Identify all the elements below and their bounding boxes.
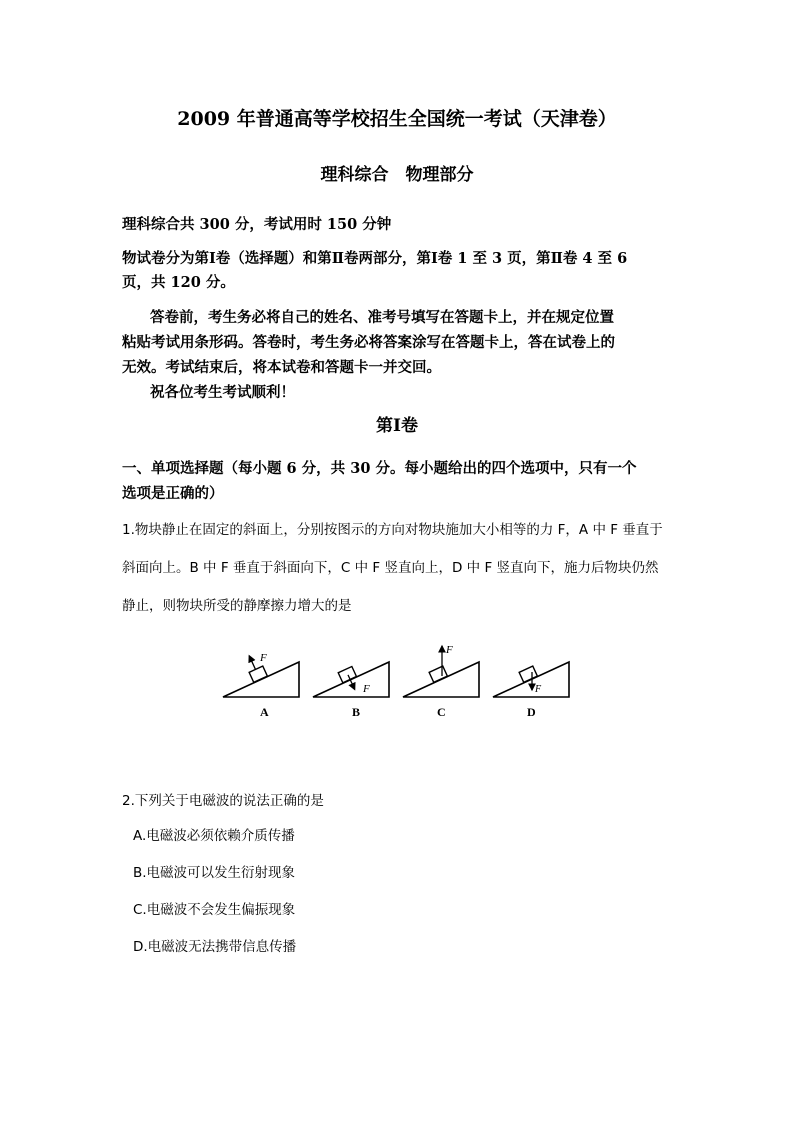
q1-figure bbox=[215, 640, 595, 729]
force-label-c: F bbox=[446, 644, 453, 656]
section-heading: 第Ⅰ卷 bbox=[376, 416, 418, 436]
diagram-label-c: C bbox=[437, 705, 446, 719]
incline-diagram-b bbox=[313, 662, 389, 719]
intro-line-2b: 页，共 120 分。 bbox=[122, 274, 235, 291]
notice-line-c: 无效。考试结束后，将本试卷和答题卡一并交回。 bbox=[122, 359, 441, 376]
wish-line: 祝各位考生考试顺利！ bbox=[150, 384, 295, 401]
incline-diagram-a bbox=[223, 652, 299, 719]
section-instruction-a: 一、单项选择题（每小题 6 分，共 30 分。每小题给出的四个选项中，只有一个 bbox=[122, 460, 637, 477]
diagram-label-d: D bbox=[527, 705, 536, 719]
exam-subtitle: 理科综合 物理部分 bbox=[320, 165, 474, 185]
notice-line-a: 答卷前，考生务必将自己的姓名、准考号填写在答题卡上，并在规定位置 bbox=[150, 309, 614, 326]
q2-stem: 2.下列关于电磁波的说法正确的是 bbox=[122, 793, 324, 809]
force-label-d: F bbox=[535, 684, 542, 695]
exam-title: 2009 年普通高等学校招生全国统一考试（天津卷） bbox=[177, 108, 617, 130]
force-label-a: F bbox=[260, 652, 267, 664]
diagram-label-b: B bbox=[352, 705, 361, 719]
q2-option-b: B.电磁波可以发生衍射现象 bbox=[133, 865, 296, 881]
q2-option-d: D.电磁波无法携带信息传播 bbox=[133, 939, 297, 955]
intro-line-2a: 物试卷分为第Ⅰ卷（选择题）和第Ⅱ卷两部分，第Ⅰ卷 1 至 3 页，第Ⅱ卷 4 至 6 bbox=[122, 250, 628, 267]
q2-option-c: C.电磁波不会发生偏振现象 bbox=[133, 902, 296, 918]
q1-line-1: 1.物块静止在固定的斜面上，分别按图示的方向对物块施加大小相等的力 F，A 中 F 垂直于 bbox=[122, 522, 663, 538]
section-instruction-b: 选项是正确的） bbox=[122, 485, 224, 502]
diagram-label-a: A bbox=[260, 705, 269, 719]
q1-line-3: 静止，则物块所受的静摩擦力增大的是 bbox=[122, 598, 352, 614]
incline-diagram-c bbox=[403, 644, 479, 719]
q1-line-2: 斜面向上。B 中 F 垂直于斜面向下，C 中 F 竖直向上，D 中 F 竖直向下，施力后物块仍然 bbox=[122, 560, 659, 576]
force-label-b: F bbox=[363, 683, 370, 695]
incline-diagram-d bbox=[493, 662, 569, 719]
intro-line-1: 理科综合共 300 分，考试用时 150 分钟 bbox=[122, 216, 392, 233]
q2-option-a: A.电磁波必须依赖介质传播 bbox=[133, 828, 295, 844]
notice-line-b: 粘贴考试用条形码。答卷时，考生务必将答案涂写在答题卡上，答在试卷上的 bbox=[122, 334, 615, 351]
